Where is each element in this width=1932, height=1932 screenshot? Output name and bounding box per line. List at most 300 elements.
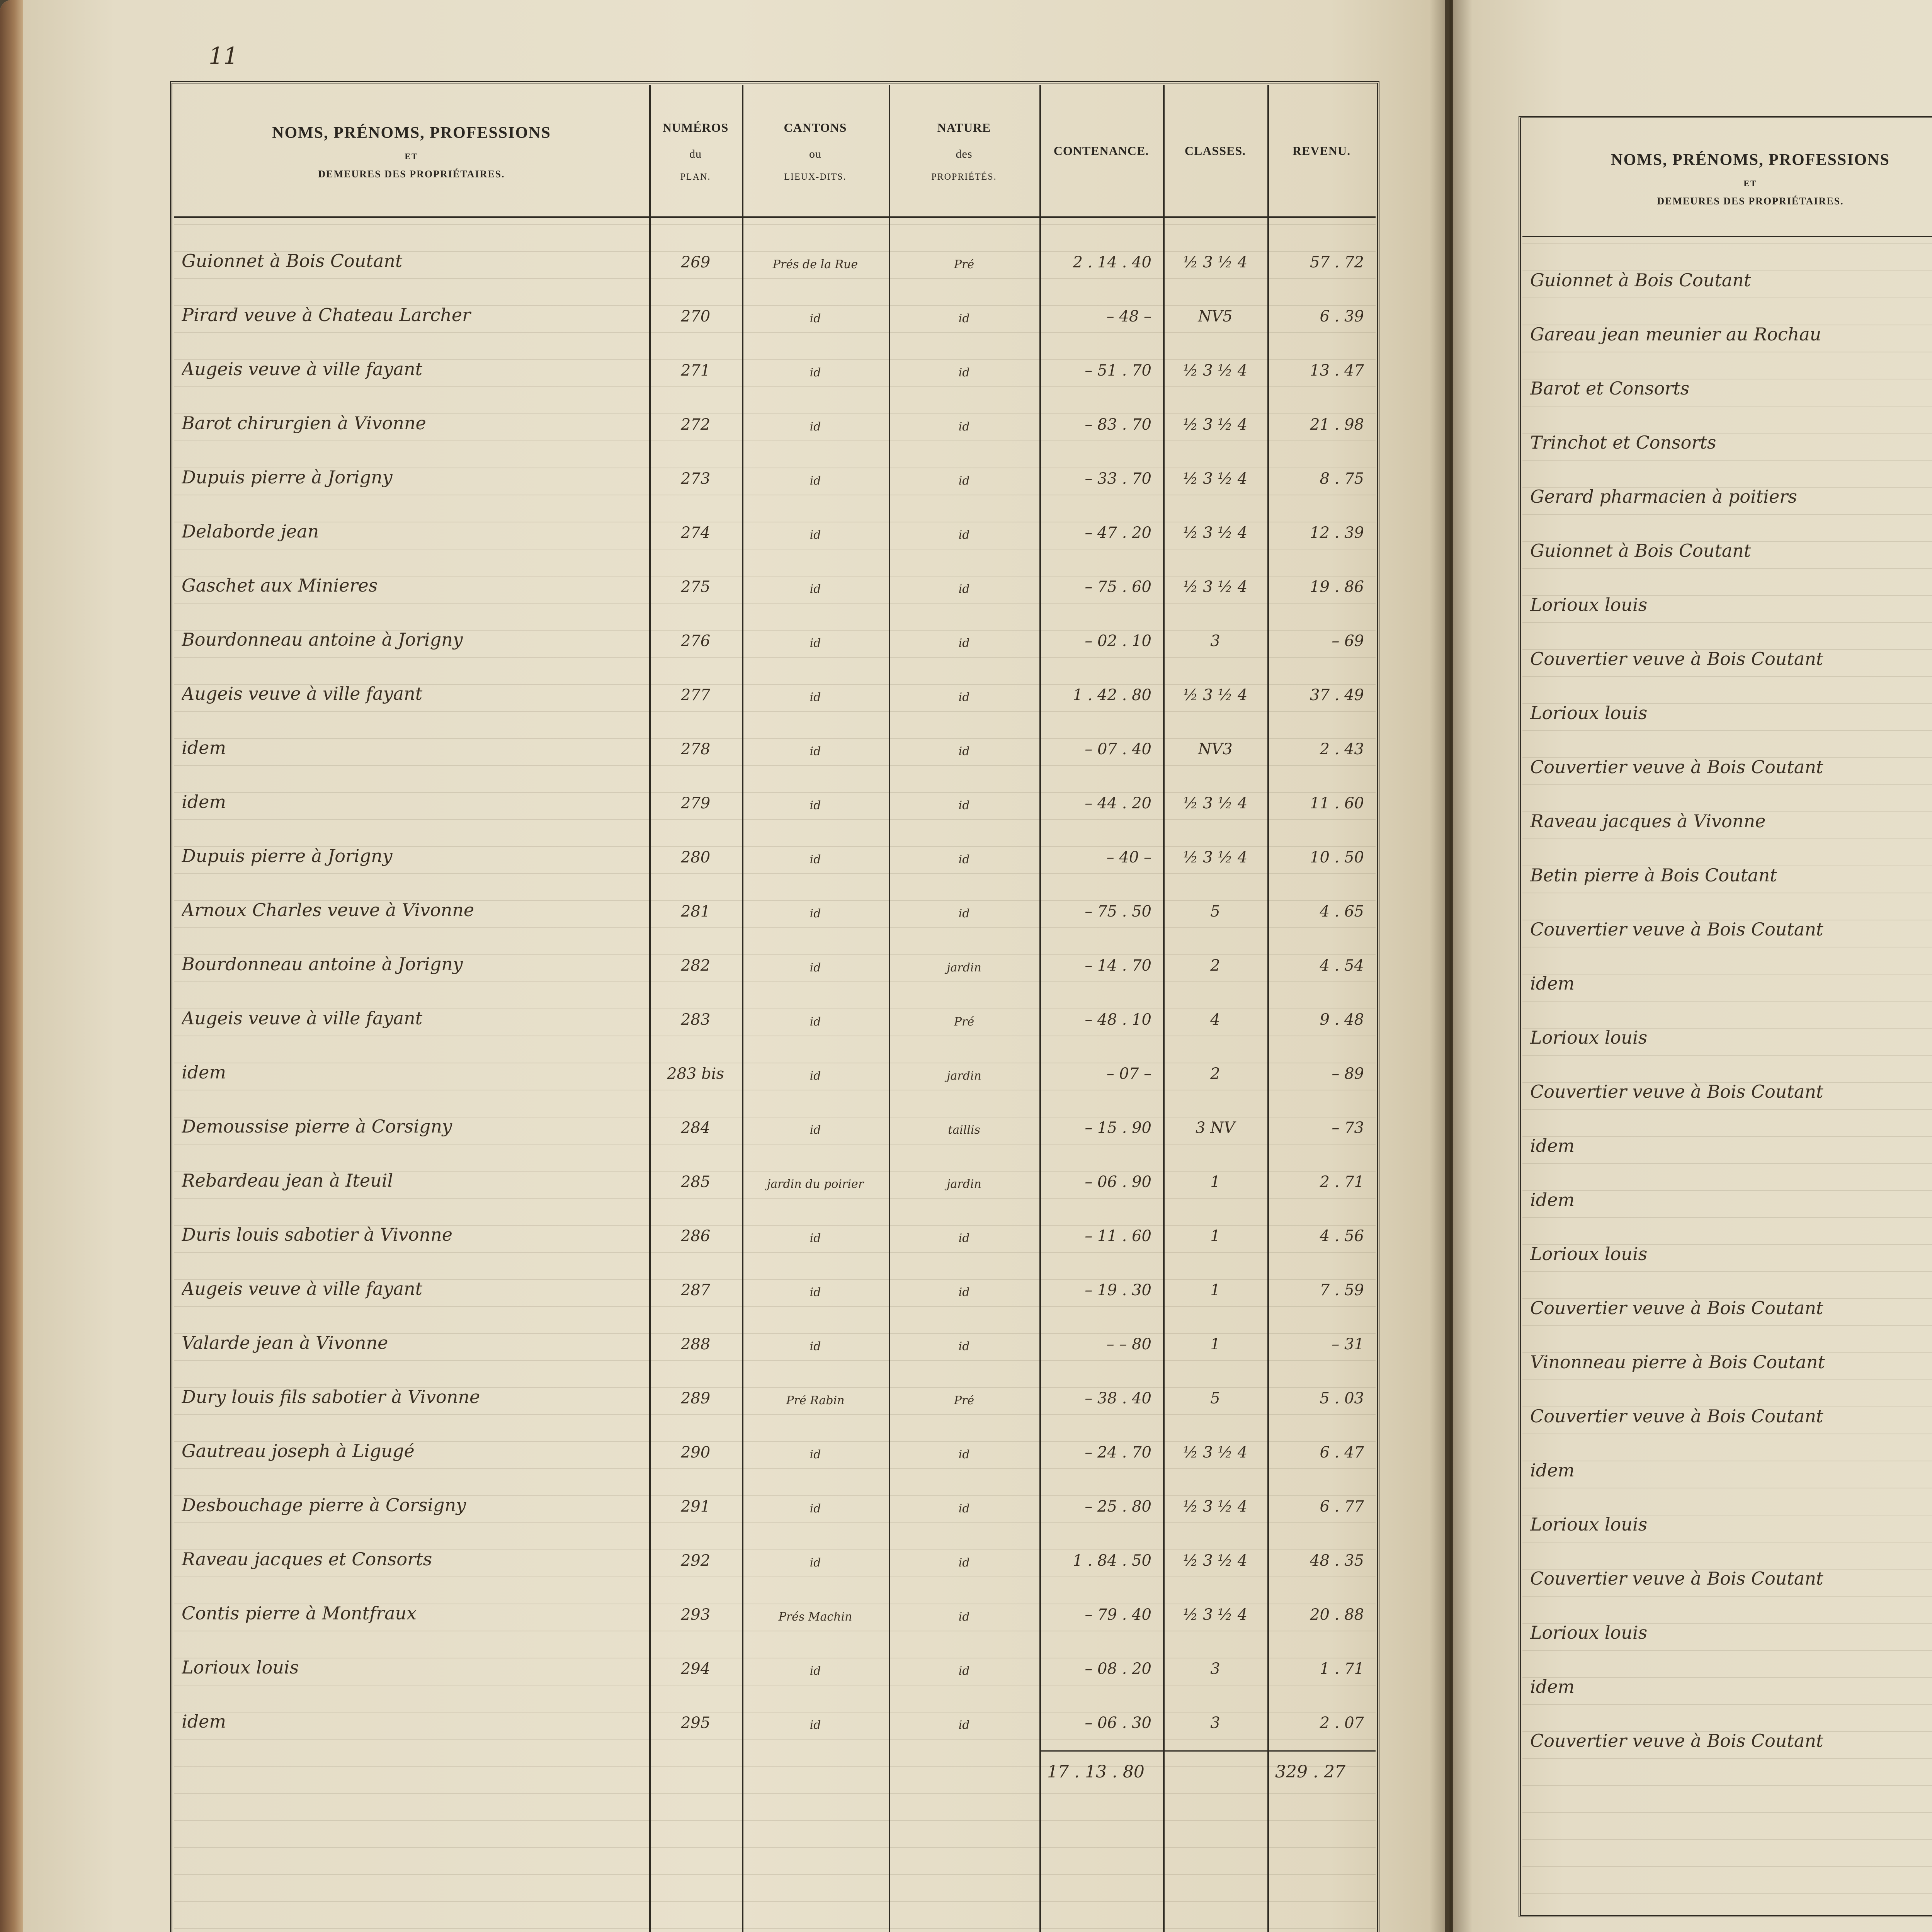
cell-rev: 4 . 54 bbox=[1320, 957, 1364, 975]
ledger-row bbox=[1453, 460, 1932, 514]
header-owner-names bbox=[174, 85, 649, 216]
cell-cont: – 14 . 70 bbox=[1085, 957, 1151, 975]
header-nature-text bbox=[931, 114, 997, 187]
cell-cls: 1 bbox=[1210, 1281, 1220, 1299]
cell-cls: ½ 3 ½ 4 bbox=[1183, 578, 1248, 596]
ledger-row bbox=[1453, 1055, 1932, 1109]
ledger-row bbox=[0, 1144, 1364, 1198]
cell-rev: 6 . 47 bbox=[1320, 1444, 1364, 1461]
header-owner-line1: NOMS, PRÉNOMS, PROFESSIONS bbox=[272, 124, 551, 142]
cell-name: Lorioux louis bbox=[1530, 1622, 1648, 1643]
cell-cls: 3 bbox=[1210, 1714, 1220, 1732]
cell-cont: – 02 . 10 bbox=[1085, 632, 1151, 650]
cell-name: Betin pierre à Bois Coutant bbox=[1530, 865, 1777, 886]
cell-canton: id bbox=[810, 853, 821, 866]
cell-nature: id bbox=[958, 636, 970, 650]
ledger-row bbox=[0, 981, 1364, 1036]
header-owner-line3: DEMEURES DES PROPRIÉTAIRES. bbox=[318, 168, 505, 180]
cell-cont: 1 . 42 . 80 bbox=[1073, 686, 1151, 704]
ledger-row bbox=[1453, 568, 1932, 622]
header-divider bbox=[174, 216, 1376, 218]
ledger-row bbox=[1453, 838, 1932, 893]
ledger-row bbox=[1453, 784, 1932, 838]
cell-canton: jardin du poirier bbox=[767, 1177, 864, 1191]
cell-name: Valarde jean à Vivonne bbox=[182, 1332, 388, 1353]
ledger-row bbox=[0, 386, 1364, 440]
cell-cont: – 07 . 40 bbox=[1085, 740, 1151, 758]
cell-num: 277 bbox=[680, 686, 711, 704]
header-owner-names bbox=[1522, 120, 1932, 236]
cell-num: 269 bbox=[680, 253, 711, 271]
cell-name: Trinchot et Consorts bbox=[1530, 432, 1716, 453]
header-cantons-line1: CANTONS bbox=[784, 121, 847, 135]
header-classes: CLASSES. bbox=[1184, 143, 1246, 158]
cell-name: Dupuis pierre à Jorigny bbox=[182, 467, 393, 488]
header-nature-line2: des bbox=[956, 147, 973, 160]
cell-cont: – 75 . 50 bbox=[1085, 903, 1151, 920]
cell-rev: 48 . 35 bbox=[1310, 1552, 1364, 1570]
header-owner-line3: DEMEURES DES PROPRIÉTAIRES. bbox=[1657, 196, 1844, 207]
cell-name: Couvertier veuve à Bois Coutant bbox=[1530, 1568, 1823, 1589]
cell-nature: id bbox=[958, 853, 970, 866]
cell-num: 293 bbox=[680, 1606, 711, 1624]
cell-name: Pirard veuve à Chateau Larcher bbox=[182, 304, 471, 325]
cell-nature: id bbox=[958, 1502, 970, 1515]
cell-name: idem bbox=[1530, 1460, 1575, 1481]
cell-nature: id bbox=[958, 1231, 970, 1245]
cell-cont: – 51 . 70 bbox=[1085, 362, 1151, 379]
header-owner-line1: NOMS, PRÉNOMS, PROFESSIONS bbox=[1611, 151, 1890, 169]
cell-cont: – 24 . 70 bbox=[1085, 1444, 1151, 1461]
cell-canton: id bbox=[810, 1448, 821, 1461]
ledger-row bbox=[1453, 676, 1932, 730]
header-numeros-line2: du bbox=[689, 147, 702, 160]
cell-rev: 21 . 98 bbox=[1310, 416, 1364, 434]
cell-name: Lorioux louis bbox=[1530, 1243, 1648, 1264]
cell-name: Couvertier veuve à Bois Coutant bbox=[1530, 1081, 1823, 1102]
cell-num: 291 bbox=[680, 1498, 711, 1515]
cell-canton: id bbox=[810, 1502, 821, 1515]
page-number-left: 11 bbox=[209, 43, 238, 70]
ledger-row bbox=[0, 1522, 1364, 1577]
cell-rev: 13 . 47 bbox=[1310, 362, 1364, 379]
cell-rev: 19 . 86 bbox=[1310, 578, 1364, 596]
cell-name: Bourdonneau antoine à Jorigny bbox=[182, 629, 463, 650]
ledger-row bbox=[0, 1685, 1364, 1739]
cell-cont: – 44 . 20 bbox=[1085, 794, 1151, 812]
cell-name: Demoussise pierre à Corsigny bbox=[182, 1116, 452, 1137]
cell-cls: ½ 3 ½ 4 bbox=[1183, 686, 1248, 704]
cell-rev: 11 . 60 bbox=[1310, 794, 1364, 812]
cell-cont: – 25 . 80 bbox=[1085, 1498, 1151, 1515]
cell-num: 283 bis bbox=[667, 1065, 724, 1083]
cell-name: Bourdonneau antoine à Jorigny bbox=[182, 954, 463, 975]
cell-name: Barot et Consorts bbox=[1530, 378, 1690, 399]
cell-canton: id bbox=[810, 1231, 821, 1245]
cell-cls: 2 bbox=[1210, 1065, 1220, 1083]
cell-nature: id bbox=[958, 1718, 970, 1732]
ledger-row bbox=[0, 1414, 1364, 1468]
right-page bbox=[1453, 0, 1932, 1932]
ledger-row bbox=[1453, 1163, 1932, 1217]
cell-name: Lorioux louis bbox=[182, 1657, 299, 1678]
cell-num: 284 bbox=[680, 1119, 711, 1137]
cell-cont: – – 80 bbox=[1106, 1335, 1151, 1353]
cell-cls: ½ 3 ½ 4 bbox=[1183, 470, 1248, 488]
cell-num: 272 bbox=[680, 416, 711, 434]
cell-rev: – 31 bbox=[1332, 1335, 1364, 1353]
cell-num: 279 bbox=[680, 794, 711, 812]
cell-name: Vinonneau pierre à Bois Coutant bbox=[1530, 1352, 1825, 1372]
header-divider bbox=[1522, 236, 1932, 237]
cell-cont: 1 . 84 . 50 bbox=[1073, 1552, 1151, 1570]
cell-canton: id bbox=[810, 474, 821, 488]
cell-name: Delaborde jean bbox=[182, 521, 319, 542]
ledger-row bbox=[0, 1252, 1364, 1306]
ledger-row bbox=[1453, 243, 1932, 298]
cell-rev: 4 . 56 bbox=[1320, 1227, 1364, 1245]
cell-name: Guionnet à Bois Coutant bbox=[1530, 270, 1751, 291]
cell-name: Gareau jean meunier au Rochau bbox=[1530, 324, 1821, 345]
cell-name: Lorioux louis bbox=[1530, 1514, 1648, 1535]
cell-nature: id bbox=[958, 474, 970, 488]
cell-nature: id bbox=[958, 1556, 970, 1570]
cell-num: 270 bbox=[680, 308, 711, 325]
ledger-row bbox=[1453, 1001, 1932, 1055]
total-divider bbox=[1039, 1750, 1376, 1752]
cell-rev: – 89 bbox=[1332, 1065, 1364, 1083]
cell-rev: 10 . 50 bbox=[1310, 849, 1364, 866]
cell-num: 275 bbox=[680, 578, 711, 596]
cell-canton: id bbox=[810, 582, 821, 596]
header-numeros-line1: NUMÉROS bbox=[662, 121, 729, 135]
cell-name: Duris louis sabotier à Vivonne bbox=[182, 1224, 452, 1245]
cell-nature: id bbox=[958, 1610, 970, 1624]
cell-name: Augeis veuve à ville fayant bbox=[182, 683, 423, 704]
cell-rev: 2 . 07 bbox=[1320, 1714, 1364, 1732]
cell-name: Dury louis fils sabotier à Vivonne bbox=[182, 1386, 480, 1407]
cell-rev: 20 . 88 bbox=[1310, 1606, 1364, 1624]
ledger-row bbox=[1453, 1704, 1932, 1758]
ledger-row bbox=[0, 819, 1364, 873]
cell-rev: 6 . 77 bbox=[1320, 1498, 1364, 1515]
cell-num: 288 bbox=[680, 1335, 711, 1353]
cell-name: Lorioux louis bbox=[1530, 594, 1648, 615]
ledger-row bbox=[1453, 893, 1932, 947]
cell-cls: ½ 3 ½ 4 bbox=[1183, 849, 1248, 866]
cell-nature: id bbox=[958, 799, 970, 812]
header-revenu: REVENU. bbox=[1292, 143, 1351, 158]
cell-nature: id bbox=[958, 1664, 970, 1678]
cell-rev: 1 . 71 bbox=[1320, 1660, 1364, 1678]
ledger-row bbox=[1453, 1488, 1932, 1542]
cell-name: Rebardeau jean à Iteuil bbox=[182, 1170, 393, 1191]
cell-canton: Pré Rabin bbox=[786, 1394, 845, 1407]
ledger-row bbox=[1453, 1379, 1932, 1434]
cell-cont: – 38 . 40 bbox=[1085, 1389, 1151, 1407]
cell-cls: ½ 3 ½ 4 bbox=[1183, 524, 1248, 542]
ledger-row bbox=[0, 278, 1364, 332]
ledger-row bbox=[1453, 352, 1932, 406]
cell-cont: – 06 . 30 bbox=[1085, 1714, 1151, 1732]
cell-canton: id bbox=[810, 528, 821, 542]
cell-nature: id bbox=[958, 420, 970, 434]
ledger-row bbox=[0, 765, 1364, 819]
cell-cont: – 33 . 70 bbox=[1085, 470, 1151, 488]
cell-canton: id bbox=[810, 636, 821, 650]
ledger-row bbox=[0, 1577, 1364, 1631]
cell-canton: id bbox=[810, 1340, 821, 1353]
cell-cls: 1 bbox=[1210, 1335, 1220, 1353]
cell-nature: taillis bbox=[948, 1123, 980, 1137]
header-contenance: CONTENANCE. bbox=[1053, 143, 1149, 158]
cell-name: Gautreau joseph à Ligugé bbox=[182, 1440, 415, 1461]
cell-num: 281 bbox=[680, 903, 711, 920]
cell-nature: id bbox=[958, 312, 970, 325]
cell-rev: 37 . 49 bbox=[1310, 686, 1364, 704]
ledger-row bbox=[0, 657, 1364, 711]
ledger-row bbox=[0, 927, 1364, 981]
cell-num: 283 bbox=[680, 1011, 711, 1029]
cell-rev: 7 . 59 bbox=[1320, 1281, 1364, 1299]
cell-cont: – 07 – bbox=[1106, 1065, 1151, 1083]
cell-name: Raveau jacques à Vivonne bbox=[1530, 811, 1766, 832]
cell-rev: 2 . 71 bbox=[1320, 1173, 1364, 1191]
cell-canton: id bbox=[810, 1015, 821, 1029]
cell-name: Couvertier veuve à Bois Coutant bbox=[1530, 757, 1823, 777]
cell-cont: – 79 . 40 bbox=[1085, 1606, 1151, 1624]
cell-cls: 3 bbox=[1210, 1660, 1220, 1678]
cell-rev: 9 . 48 bbox=[1320, 1011, 1364, 1029]
ledger-row bbox=[1453, 730, 1932, 784]
ledger-row bbox=[0, 224, 1364, 278]
header-owner-names-text bbox=[272, 118, 551, 184]
ledger-row bbox=[0, 1468, 1364, 1522]
ledger-row bbox=[1453, 1596, 1932, 1650]
ledger-row bbox=[0, 332, 1364, 386]
ledger-row bbox=[1453, 406, 1932, 460]
cell-canton: Prés Machin bbox=[778, 1610, 852, 1624]
ledger-row bbox=[1453, 622, 1932, 676]
cell-name: Couvertier veuve à Bois Coutant bbox=[1530, 1406, 1823, 1427]
cell-canton: id bbox=[810, 1718, 821, 1732]
header-cantons bbox=[742, 85, 889, 216]
cell-cls: 5 bbox=[1210, 1389, 1220, 1407]
cell-name: Augeis veuve à ville fayant bbox=[182, 1278, 423, 1299]
header-owner-line2: ET bbox=[1743, 179, 1757, 189]
cell-rev: 57 . 72 bbox=[1310, 253, 1364, 271]
cell-cls: ½ 3 ½ 4 bbox=[1183, 794, 1248, 812]
book-gutter bbox=[1430, 0, 1472, 1932]
cell-name: idem bbox=[182, 1062, 226, 1083]
cell-num: 280 bbox=[680, 849, 711, 866]
cell-cls: ½ 3 ½ 4 bbox=[1183, 362, 1248, 379]
header-numeros-text bbox=[663, 114, 729, 187]
cell-nature: Pré bbox=[954, 258, 975, 271]
cell-nature: jardin bbox=[947, 961, 981, 975]
cell-canton: id bbox=[810, 312, 821, 325]
cell-canton: id bbox=[810, 961, 821, 975]
cell-canton: id bbox=[810, 745, 821, 758]
ledger-row bbox=[1453, 514, 1932, 568]
header-owner-line2: ET bbox=[405, 151, 418, 162]
cell-canton: id bbox=[810, 907, 821, 920]
ledger-row bbox=[0, 1360, 1364, 1414]
cell-nature: id bbox=[958, 1286, 970, 1299]
cell-cls: 2 bbox=[1210, 957, 1220, 975]
cell-canton: id bbox=[810, 366, 821, 379]
cell-cls: 1 bbox=[1210, 1227, 1220, 1245]
ledger-row bbox=[1453, 1109, 1932, 1163]
cell-cls: 3 bbox=[1210, 632, 1220, 650]
ledger-row bbox=[0, 873, 1364, 927]
cell-num: 290 bbox=[680, 1444, 711, 1461]
cell-name: Augeis veuve à ville fayant bbox=[182, 1008, 423, 1029]
cell-num: 271 bbox=[680, 362, 711, 379]
cell-nature: id bbox=[958, 582, 970, 596]
cell-rev: 12 . 39 bbox=[1310, 524, 1364, 542]
cell-name: Arnoux Charles veuve à Vivonne bbox=[182, 900, 474, 920]
ledger-row bbox=[0, 603, 1364, 657]
cell-name: idem bbox=[1530, 1135, 1575, 1156]
cell-name: idem bbox=[182, 737, 226, 758]
cell-nature: jardin bbox=[947, 1069, 981, 1083]
cell-cls: 4 bbox=[1210, 1011, 1220, 1029]
cell-name: idem bbox=[1530, 1676, 1575, 1697]
cell-canton: id bbox=[810, 420, 821, 434]
ledger-row bbox=[0, 1306, 1364, 1360]
cell-rev: – 69 bbox=[1332, 632, 1364, 650]
cell-cls: ½ 3 ½ 4 bbox=[1183, 416, 1248, 434]
cell-num: 289 bbox=[680, 1389, 711, 1407]
cell-rev: 4 . 65 bbox=[1320, 903, 1364, 920]
cell-cont: – 06 . 90 bbox=[1085, 1173, 1151, 1191]
header-owner-names-text bbox=[1611, 145, 1890, 211]
header-cantons-line3: LIEUX-DITS. bbox=[784, 172, 847, 182]
cell-num: 287 bbox=[680, 1281, 711, 1299]
cell-canton: id bbox=[810, 1664, 821, 1678]
header-nature-line3: PROPRIÉTÉS. bbox=[931, 172, 997, 182]
ledger-row bbox=[0, 549, 1364, 603]
ledger-row bbox=[0, 1090, 1364, 1144]
cell-cont: – 47 . 20 bbox=[1085, 524, 1151, 542]
cell-name: Couvertier veuve à Bois Coutant bbox=[1530, 648, 1823, 669]
ledger-row bbox=[1453, 947, 1932, 1001]
total-revenu: 329 . 27 bbox=[1275, 1762, 1345, 1782]
cell-name: Augeis veuve à ville fayant bbox=[182, 359, 423, 379]
cell-name: Couvertier veuve à Bois Coutant bbox=[1530, 919, 1823, 940]
cell-num: 295 bbox=[680, 1714, 711, 1732]
header-nature bbox=[889, 85, 1039, 216]
cell-cls: 5 bbox=[1210, 903, 1220, 920]
ledger-row bbox=[0, 1631, 1364, 1685]
cell-name: Couvertier veuve à Bois Coutant bbox=[1530, 1298, 1823, 1318]
cell-cont: – 48 . 10 bbox=[1085, 1011, 1151, 1029]
cell-cls: 3 NV bbox=[1195, 1119, 1235, 1137]
cell-canton: Prés de la Rue bbox=[772, 258, 858, 271]
cell-name: idem bbox=[1530, 1189, 1575, 1210]
cell-cont: – 40 – bbox=[1106, 849, 1151, 866]
cell-name: Raveau jacques et Consorts bbox=[182, 1549, 432, 1570]
cell-num: 292 bbox=[680, 1552, 711, 1570]
cell-name: idem bbox=[182, 1711, 226, 1732]
ledger-row bbox=[1453, 1271, 1932, 1325]
cell-canton: id bbox=[810, 1556, 821, 1570]
cell-num: 276 bbox=[680, 632, 711, 650]
ledger-row bbox=[0, 711, 1364, 765]
ledger-row bbox=[1453, 1650, 1932, 1704]
cell-cls: NV5 bbox=[1198, 308, 1233, 325]
cell-name: Barot chirurgien à Vivonne bbox=[182, 413, 426, 434]
ledger-row bbox=[1453, 1217, 1932, 1271]
cell-name: Guionnet à Bois Coutant bbox=[182, 250, 403, 271]
cell-num: 285 bbox=[680, 1173, 711, 1191]
cell-rev: 8 . 75 bbox=[1320, 470, 1364, 488]
cell-canton: id bbox=[810, 799, 821, 812]
cell-nature: id bbox=[958, 528, 970, 542]
cell-nature: id bbox=[958, 690, 970, 704]
cell-nature: jardin bbox=[947, 1177, 981, 1191]
cell-name: Gerard pharmacien à poitiers bbox=[1530, 486, 1797, 507]
cell-cont: – 48 – bbox=[1106, 308, 1151, 325]
cell-canton: id bbox=[810, 1286, 821, 1299]
cell-cont: – 75 . 60 bbox=[1085, 578, 1151, 596]
header-nature-line1: NATURE bbox=[937, 121, 991, 135]
cell-rev: 2 . 43 bbox=[1320, 740, 1364, 758]
cell-canton: id bbox=[810, 1069, 821, 1083]
ledger-row bbox=[1453, 1325, 1932, 1379]
cell-num: 286 bbox=[680, 1227, 711, 1245]
cell-cls: ½ 3 ½ 4 bbox=[1183, 1552, 1248, 1570]
cell-nature: Pré bbox=[954, 1015, 975, 1029]
cell-cont: – 19 . 30 bbox=[1085, 1281, 1151, 1299]
cell-canton: id bbox=[810, 1123, 821, 1137]
cell-name: Contis pierre à Montfraux bbox=[182, 1603, 417, 1624]
header-cantons-text bbox=[784, 114, 847, 187]
header-numeros bbox=[649, 85, 742, 216]
header-cantons-line2: ou bbox=[809, 147, 821, 160]
ledger-row bbox=[0, 1036, 1364, 1090]
cell-cls: ½ 3 ½ 4 bbox=[1183, 1444, 1248, 1461]
ledger-row bbox=[0, 1198, 1364, 1252]
cell-name: Desbouchage pierre à Corsigny bbox=[182, 1495, 466, 1515]
header-numeros-line3: PLAN. bbox=[680, 172, 711, 182]
cell-cls: ½ 3 ½ 4 bbox=[1183, 1606, 1248, 1624]
cell-nature: id bbox=[958, 1448, 970, 1461]
cell-cont: – 15 . 90 bbox=[1085, 1119, 1151, 1137]
cell-name: Gaschet aux Minieres bbox=[182, 575, 378, 596]
cell-canton: id bbox=[810, 690, 821, 704]
ledger-row bbox=[1453, 298, 1932, 352]
cell-rev: 5 . 03 bbox=[1320, 1389, 1364, 1407]
ledger-row bbox=[1453, 1434, 1932, 1488]
cell-name: Dupuis pierre à Jorigny bbox=[182, 845, 393, 866]
ledger-row bbox=[0, 495, 1364, 549]
cell-name: idem bbox=[182, 791, 226, 812]
cell-rev: 6 . 39 bbox=[1320, 308, 1364, 325]
cell-cls: 1 bbox=[1210, 1173, 1220, 1191]
cell-nature: Pré bbox=[954, 1394, 975, 1407]
cell-num: 294 bbox=[680, 1660, 711, 1678]
cell-num: 273 bbox=[680, 470, 711, 488]
cell-name: idem bbox=[1530, 973, 1575, 994]
total-contenance: 17 . 13 . 80 bbox=[1047, 1762, 1145, 1782]
ledger-row bbox=[0, 440, 1364, 495]
cell-cont: – 08 . 20 bbox=[1085, 1660, 1151, 1678]
cell-num: 282 bbox=[680, 957, 711, 975]
cell-num: 278 bbox=[680, 740, 711, 758]
ledger-row bbox=[1453, 1542, 1932, 1596]
